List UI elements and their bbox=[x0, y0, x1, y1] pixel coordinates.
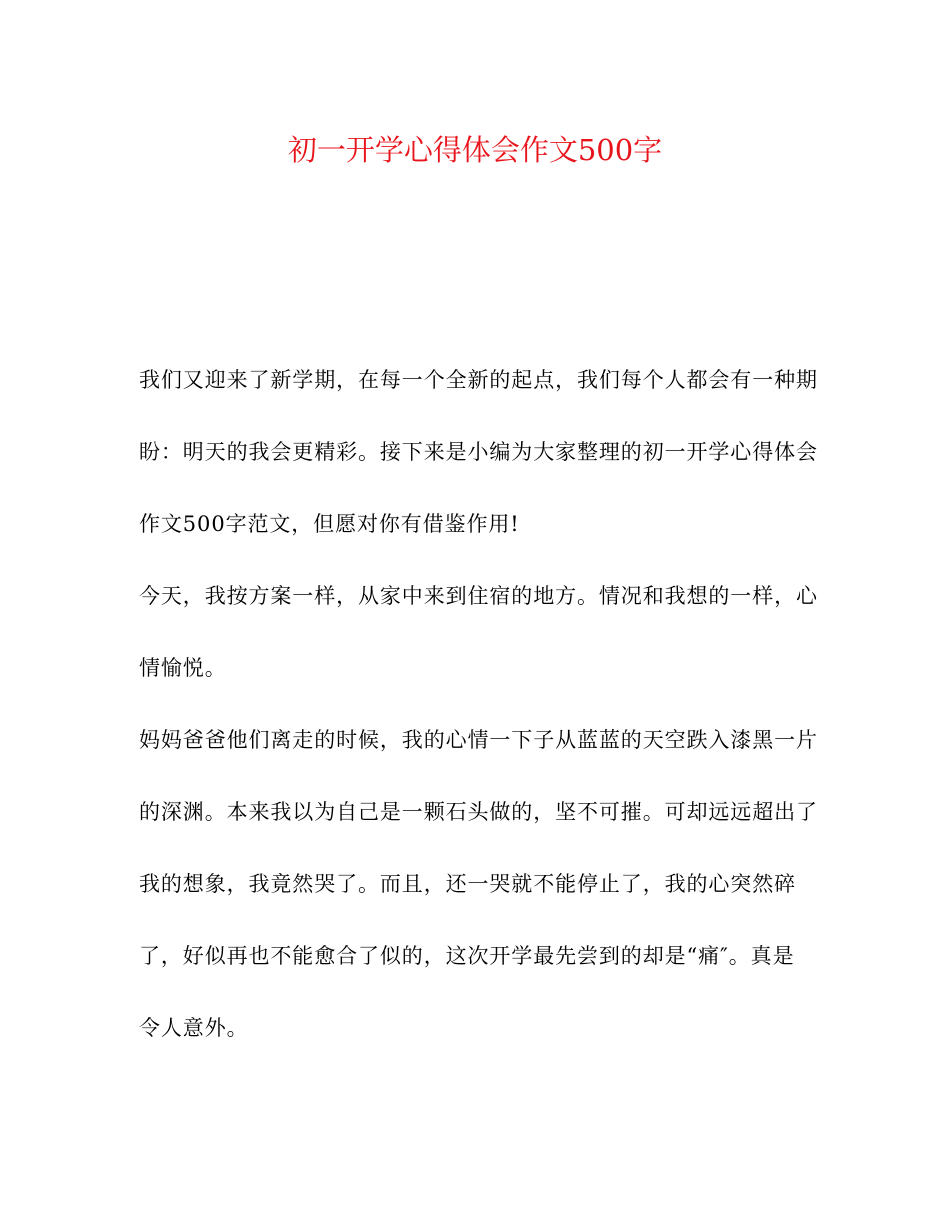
paragraph-line: 我们又迎来了新学期，在每一个全新的起点，我们每个人都会有一种期 bbox=[139, 368, 818, 392]
paragraph-line: 我的想象，我竟然哭了。而且，还一哭就不能停止了，我的心突然碎 bbox=[139, 872, 796, 896]
paragraph-line: 了，好似再也不能愈合了似的，这次开学最先尝到的却是“痛″。真是 bbox=[139, 944, 795, 968]
document-title: 初一开学心得体会作文500字 bbox=[287, 133, 663, 167]
paragraph-line: 令人意外。 bbox=[139, 1016, 249, 1040]
paragraph-line: 盼：明天的我会更精彩。接下来是小编为大家整理的初一开学心得体会 bbox=[139, 440, 818, 464]
paragraph-line: 作文500字范文，但愿对你有借鉴作用! bbox=[139, 512, 520, 536]
paragraph-line: 的深渊。本来我以为自己是一颗石头做的，坚不可摧。可却远远超出了 bbox=[139, 800, 818, 824]
paragraph-line: 情愉悦。 bbox=[139, 656, 227, 680]
paragraph-line: 妈妈爸爸他们离走的时候，我的心情一下子从蓝蓝的天空跌入漆黑一片 bbox=[139, 728, 818, 752]
paragraph-line: 今天，我按方案一样，从家中来到住宿的地方。情况和我想的一样，心 bbox=[139, 584, 818, 608]
